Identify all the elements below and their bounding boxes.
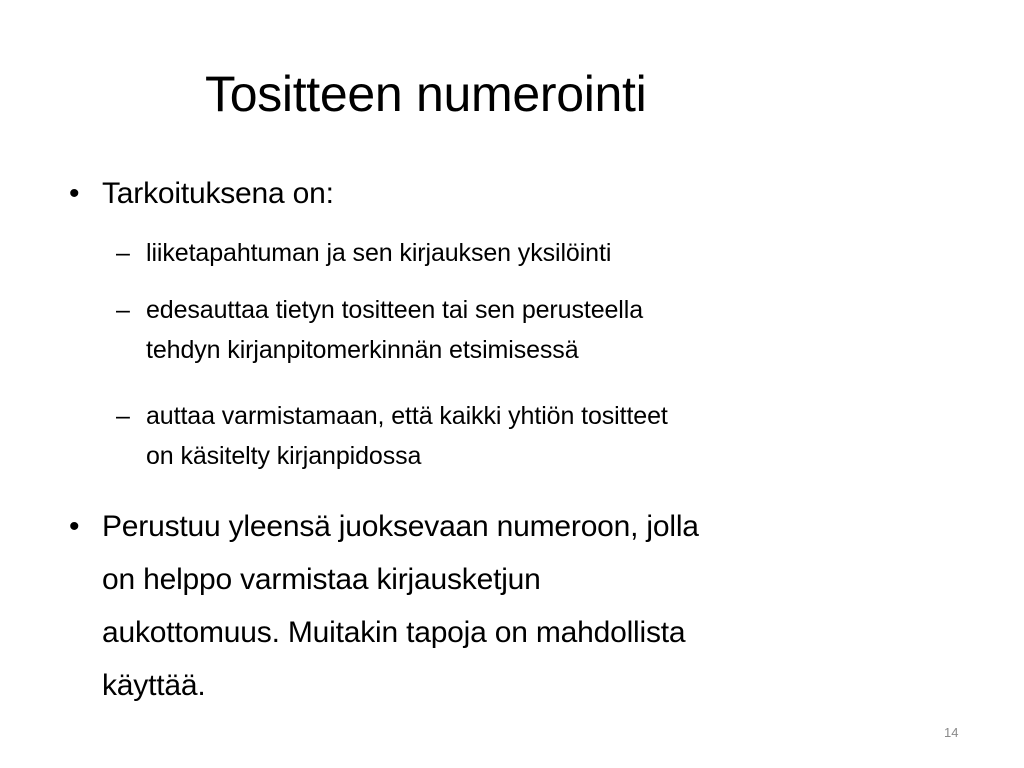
sub-bullet-line: liiketapahtuman ja sen kirjauksen yksilöinti (146, 239, 612, 267)
slide-title: Tositteen numerointi (205, 66, 647, 122)
bullet-line: aukottomuus. Muitakin tapoja on mahdollista (102, 616, 686, 649)
bullet-line: Perustuu yleensä juoksevaan numeroon, jolla (102, 510, 699, 543)
dash-icon: – (116, 239, 130, 267)
bullet-item (69, 167, 952, 220)
dash-icon: – (116, 296, 130, 324)
bullet-text: Tarkoituksena on: (102, 177, 334, 210)
bullet-item (69, 500, 952, 712)
bullet-icon: • (69, 177, 80, 210)
page-number: 14 (944, 725, 959, 740)
bullet-line: on helppo varmistaa kirjausketjun (102, 563, 541, 596)
sub-bullet-item (116, 396, 936, 476)
sub-bullet-line: edesauttaa tietyn tositteen tai sen perusteella (146, 296, 644, 324)
sub-bullet-line: on käsitelty kirjanpidossa (146, 442, 422, 470)
sub-bullet-line: tehdyn kirjanpitomerkinnän etsimisessä (146, 336, 579, 364)
dash-icon: – (116, 402, 130, 430)
bullet-icon: • (69, 510, 80, 543)
sub-bullet-item (116, 290, 936, 370)
bullet-line: käyttää. (102, 669, 206, 702)
sub-bullet-item (116, 233, 936, 273)
sub-bullet-line: auttaa varmistamaan, että kaikki yhtiön tositteet (146, 402, 668, 430)
